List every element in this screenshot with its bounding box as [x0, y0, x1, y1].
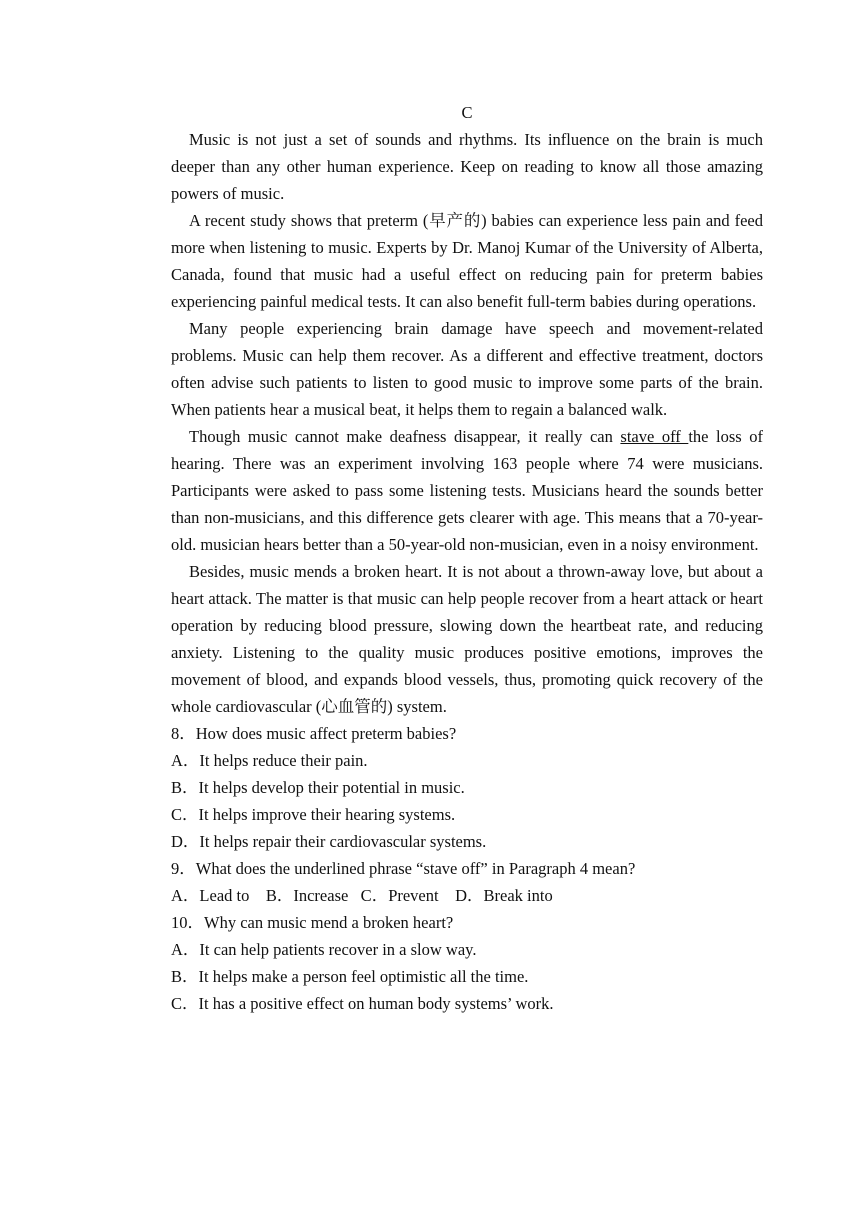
- paragraph-2: A recent study shows that preterm (早产的) babies can experience less pain and feed more when listening to music. Experts by Dr. Manoj Kumar of the University of Alberta, Canada, found that music had a useful effect on reducing pain for preterm babies experiencing painful medical tests. It can also benefit full-term babies during operations.: [171, 211, 763, 311]
- question-8: 8．How does music affect preterm babies?: [171, 724, 457, 743]
- question-10-option-b: B．It helps make a person feel optimistic all the time.: [171, 967, 529, 986]
- question-8-option-d: D．It helps repair their cardiovascular systems.: [171, 832, 487, 851]
- question-10: 10．Why can music mend a broken heart?: [171, 913, 454, 932]
- paragraph-1: Music is not just a set of sounds and rhythms. Its influence on the brain is much deeper than any other human experience. Keep on reading to know all those amazing powers of music.: [171, 130, 763, 203]
- question-8-option-c: C．It helps improve their hearing systems.: [171, 805, 456, 824]
- paragraph-4: [171, 423, 763, 558]
- question-9: 9．What does the underlined phrase “stave off” in Paragraph 4 mean?: [171, 859, 636, 878]
- question-8-option-a: A．It helps reduce their pain.: [171, 751, 368, 770]
- paragraph-3: Many people experiencing brain damage have speech and movement-related problems. Music can help them recover. As a different and effective treatment, doctors often advise such patients to listen to good music to improve some parts of the brain. When patients hear a musical beat, it helps them to regain a balanced walk.: [171, 319, 763, 419]
- question-10-option-c: C．It has a positive effect on human body systems’ work.: [171, 994, 554, 1013]
- paragraph-4-start: Though music cannot make deafness disappear, it really can: [189, 427, 621, 446]
- question-10-option-a: A．It can help patients recover in a slow way.: [171, 940, 477, 959]
- underlined-phrase: stave off: [620, 427, 689, 446]
- question-8-option-b: B．It helps develop their potential in music.: [171, 778, 465, 797]
- document-page: [171, 99, 763, 1017]
- paragraph-4-end: the loss of hearing. There was an experiment involving 163 people where 74 were musicians. Participants were asked to pass some listening tests. Musicians heard the sounds better than non-musicians, and this difference gets clearer with age. This means that a 70-year-old. musician hears better than a 50-year-old non-musician, even in a noisy environment.: [171, 427, 763, 554]
- section-heading: C: [461, 103, 473, 122]
- paragraph-5: Besides, music mends a broken heart. It is not about a thrown-away love, but about a heart attack. The matter is that music can help people recover from a heart attack or heart operation by reducing blood pressure, slowing down the heartbeat rate, and reducing anxiety. Listening to the quality music produces positive emotions, improves the movement of blood, and expands blood vessels, thus, promoting quick recovery of the whole cardiovascular (心血管的) system.: [171, 562, 763, 716]
- question-9-options: A．Lead to B．Increase C．Prevent D．Break into: [171, 886, 553, 905]
